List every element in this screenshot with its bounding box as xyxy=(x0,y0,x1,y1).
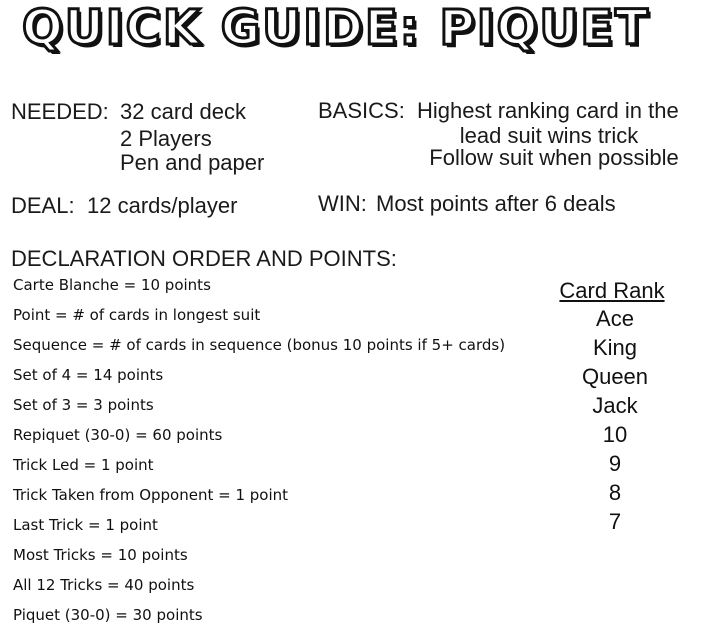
card-rank-item: 7 xyxy=(608,509,622,534)
basics-line: lead suit wins trick xyxy=(459,123,639,148)
basics-label: BASICS: xyxy=(318,98,405,123)
card-rank-heading: Card Rank xyxy=(559,278,665,303)
declaration-item: Trick Led = 1 point xyxy=(13,456,154,474)
declaration-item: All 12 Tricks = 40 points xyxy=(13,576,195,594)
declaration-item: Point = # of cards in longest suit xyxy=(13,306,261,324)
card-rank-item: King xyxy=(592,335,638,360)
win-value: Most points after 6 deals xyxy=(376,191,616,216)
deal-label: DEAL: xyxy=(11,193,75,218)
page-title: QUICK GUIDE: PIQUET xyxy=(22,0,650,56)
declaration-item: Set of 4 = 14 points xyxy=(13,366,164,384)
card-rank-item: Jack xyxy=(592,393,638,418)
declaration-item: Set of 3 = 3 points xyxy=(13,396,154,414)
card-rank-item: Ace xyxy=(596,306,634,331)
card-rank-item: Queen xyxy=(581,364,649,389)
declaration-item: Carte Blanche = 10 points xyxy=(13,276,211,294)
card-rank-item: 8 xyxy=(608,480,622,505)
declaration-heading: DECLARATION ORDER AND POINTS: xyxy=(11,246,397,271)
deal-value: 12 cards/player xyxy=(87,193,238,218)
declaration-item: Piquet (30-0) = 30 points xyxy=(13,606,203,624)
declaration-item: Last Trick = 1 point xyxy=(13,516,158,534)
card-rank-item: 9 xyxy=(608,451,622,476)
declaration-item: Sequence = # of cards in sequence (bonus 10 points if 5+ cards) xyxy=(13,336,506,354)
declaration-item: Trick Taken from Opponent = 1 point xyxy=(13,486,289,504)
card-rank-item: 10 xyxy=(602,422,628,447)
needed-item: 2 Players xyxy=(120,126,212,151)
declaration-item: Repiquet (30-0) = 60 points xyxy=(13,426,223,444)
declaration-item: Most Tricks = 10 points xyxy=(13,546,188,564)
needed-item: 32 card deck xyxy=(120,99,246,124)
basics-line: Highest ranking card in the xyxy=(417,98,679,123)
win-label: WIN: xyxy=(318,191,367,216)
basics-line: Follow suit when possible xyxy=(429,145,679,170)
needed-item: Pen and paper xyxy=(120,150,265,175)
needed-label: NEEDED: xyxy=(11,99,109,124)
